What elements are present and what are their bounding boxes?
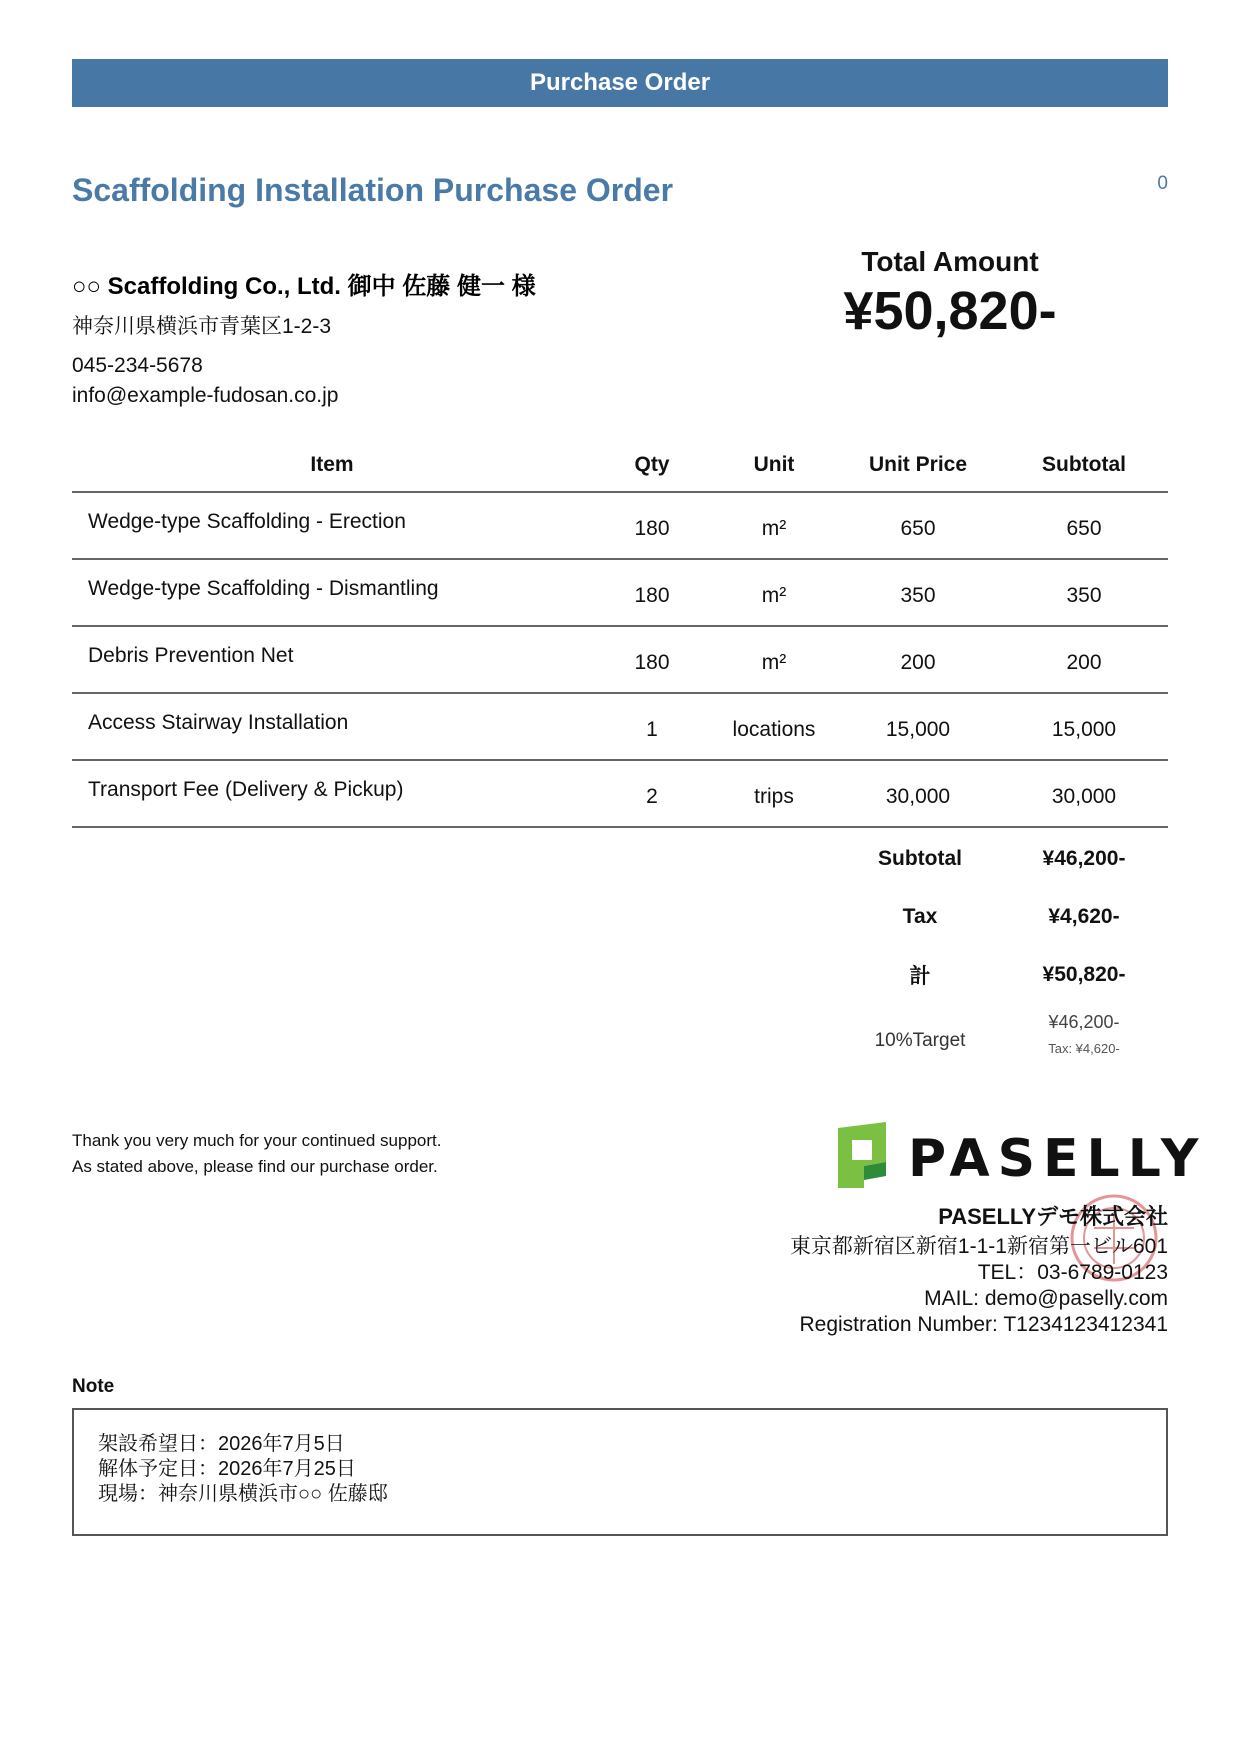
summary-tax-value: ¥4,620-: [1048, 905, 1120, 928]
company-registration: Registration Number: T1234123412341: [799, 1313, 1168, 1336]
summary-tax-row: [840, 888, 1168, 946]
cell-qty: 180: [592, 492, 712, 559]
header-unit-price: Unit Price: [836, 438, 1000, 492]
logo-wordmark: PASELLY: [908, 1129, 1207, 1189]
table-row: [72, 559, 1168, 626]
company-logo: [838, 1122, 1207, 1189]
cell-qty: 2: [592, 760, 712, 827]
total-amount-value: ¥50,820-: [843, 281, 1057, 341]
cell-subtotal: 15,000: [1000, 693, 1168, 760]
note-title: Note: [72, 1376, 115, 1397]
tax-target-base: ¥46,200-: [1048, 1012, 1120, 1032]
note-line: 架設希望日：2026年7月5日: [98, 1433, 345, 1455]
document-title: Scaffolding Installation Purchase Order: [72, 172, 674, 208]
cell-item: Transport Fee (Delivery & Pickup): [72, 760, 592, 827]
header-subtotal: Subtotal: [1000, 438, 1168, 492]
tax-target-values: [1000, 1012, 1168, 1056]
cell-qty: 1: [592, 693, 712, 760]
note-line: 現場：神奈川県横浜市○○ 佐藤邸: [98, 1483, 388, 1505]
thank-you-line-2: As stated above, please find our purchase order.: [72, 1157, 438, 1176]
total-amount-box: [800, 246, 1100, 342]
cell-qty: 180: [592, 626, 712, 693]
company-mail: MAIL: demo@paselly.com: [924, 1287, 1168, 1310]
summary-subtotal-row: [840, 830, 1168, 888]
summary-total-row: [840, 946, 1168, 1004]
tax-breakdown-row: [840, 1012, 1168, 1056]
cell-unit-price: 350: [836, 559, 1000, 626]
table-row: [72, 760, 1168, 827]
cell-qty: 180: [592, 559, 712, 626]
summary-total-value: ¥50,820-: [1042, 963, 1126, 986]
recipient-phone: 045-234-5678: [72, 354, 203, 377]
cell-subtotal: 200: [1000, 626, 1168, 693]
table-row: [72, 626, 1168, 693]
cell-item: Debris Prevention Net: [72, 626, 592, 693]
summary-subtotal-value: ¥46,200-: [1042, 847, 1126, 870]
line-items-table: [72, 438, 1168, 828]
cell-item: Wedge-type Scaffolding - Erection: [72, 492, 592, 559]
cell-unit: m²: [712, 492, 836, 559]
summary-block: [840, 830, 1168, 1056]
cell-item: Access Stairway Installation: [72, 693, 592, 760]
cell-unit: locations: [712, 693, 836, 760]
header-item: Item: [72, 438, 592, 492]
recipient-email: info@example-fudosan.co.jp: [72, 384, 339, 407]
recipient-block: [72, 266, 536, 408]
page-number: 0: [1157, 173, 1168, 194]
summary-total-label: 計: [909, 965, 931, 988]
document-banner: [72, 59, 1168, 107]
header-qty: Qty: [592, 438, 712, 492]
cell-unit: m²: [712, 626, 836, 693]
note-line: 解体予定日：2026年7月25日: [98, 1458, 356, 1480]
thank-you-line-1: Thank you very much for your continued support.: [72, 1131, 442, 1150]
cell-unit-price: 200: [836, 626, 1000, 693]
cell-unit: trips: [712, 760, 836, 827]
recipient-name: ○○ Scaffolding Co., Ltd. 御中 佐藤 健一 様: [72, 273, 536, 300]
tax-target-tax: Tax: ¥4,620-: [1048, 1041, 1120, 1056]
cell-unit-price: 30,000: [836, 760, 1000, 827]
table-header-row: [72, 438, 1168, 492]
banner-title: Purchase Order: [529, 69, 711, 96]
cell-unit-price: 650: [836, 492, 1000, 559]
cell-item: Wedge-type Scaffolding - Dismantling: [72, 559, 592, 626]
paselly-logo-graphic: [838, 1122, 1207, 1189]
cell-unit: m²: [712, 559, 836, 626]
recipient-address: 神奈川県横浜市青葉区1-2-3: [72, 315, 332, 338]
header-unit: Unit: [712, 438, 836, 492]
table-row: [72, 693, 1168, 760]
cell-unit-price: 15,000: [836, 693, 1000, 760]
cell-subtotal: 30,000: [1000, 760, 1168, 827]
note-box: [72, 1408, 1168, 1536]
company-tel: TEL：03-6789-0123: [977, 1261, 1168, 1284]
summary-tax-label: Tax: [902, 905, 938, 928]
cell-subtotal: 650: [1000, 492, 1168, 559]
tax-target-label: 10%Target: [874, 1030, 966, 1051]
summary-subtotal-label: Subtotal: [878, 847, 962, 870]
table-row: [72, 492, 1168, 559]
company-name: PASELLYデモ株式会社: [938, 1204, 1168, 1229]
cell-subtotal: 350: [1000, 559, 1168, 626]
company-address: 東京都新宿区新宿1-1-1新宿第一ビル601: [789, 1235, 1168, 1258]
thank-you-message: [72, 1128, 441, 1180]
total-amount-label: Total Amount: [861, 246, 1039, 277]
company-info: [790, 1200, 1168, 1338]
